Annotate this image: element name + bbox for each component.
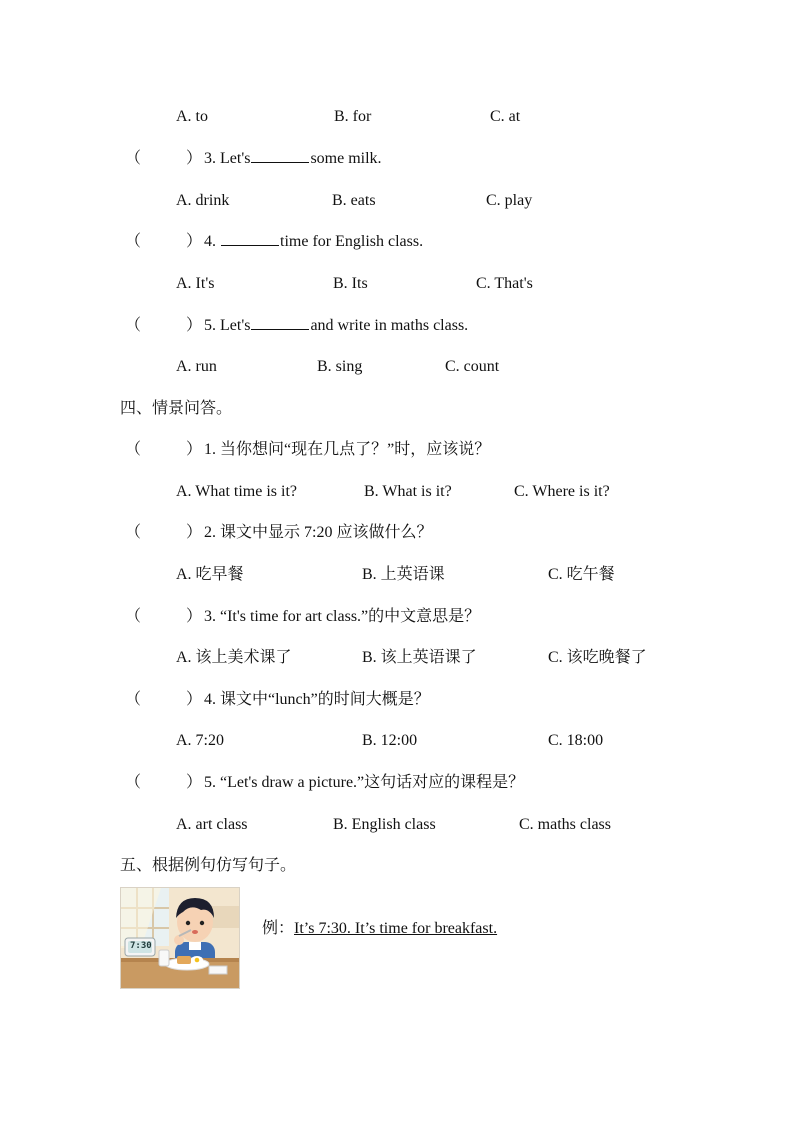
answer-paren-open: （ [125, 441, 142, 458]
answer-paren-open: （ [125, 524, 142, 541]
question-text [204, 438, 490, 462]
question-number: 4. [204, 233, 216, 250]
answer-blank[interactable] [221, 230, 279, 246]
q4-option-b[interactable]: B. Its [333, 275, 368, 292]
stem-after-blank: time for English class. [280, 233, 424, 250]
example-label: 例： [262, 920, 295, 937]
answer-paren-close: ） [186, 150, 203, 167]
q5-option-a[interactable]: A. run [176, 358, 217, 375]
q3-option-b[interactable]: B. eats [332, 192, 376, 209]
answer-paren-open: （ [125, 774, 142, 791]
p4-q3-option-a[interactable]: A. 该上美术课了 [176, 649, 292, 666]
q4-option-c[interactable]: C. That's [476, 275, 533, 292]
p4-q2-option-b[interactable]: B. 上英语课 [362, 566, 445, 583]
p4-q2-option-c[interactable]: C. 吃午餐 [548, 566, 615, 583]
q2-option-c[interactable]: C. at [490, 108, 521, 125]
example-row [262, 917, 497, 941]
stem-before-blank: Let's [220, 317, 251, 334]
p4-q2-option-a[interactable]: A. 吃早餐 [176, 566, 244, 583]
question-number: 4. [204, 691, 216, 708]
boy-eating-breakfast-illustration [121, 888, 239, 988]
breakfast-picture [120, 887, 240, 989]
question-number: 3. [204, 150, 216, 167]
answer-blank[interactable] [251, 147, 309, 163]
section-5-title: 五、根据例句仿写句子。 [120, 857, 297, 874]
example-sentence: It’s 7:30. It’s time for breakfast. [294, 920, 498, 937]
p4-q5-option-a[interactable]: A. art class [176, 816, 248, 833]
question-text [204, 521, 432, 545]
answer-paren-close: ） [186, 691, 203, 708]
answer-paren-open: （ [125, 150, 142, 167]
question-number: 5. [204, 774, 216, 791]
p4-q1-option-c[interactable]: C. Where is it? [514, 483, 610, 500]
question-stem: 课文中显示 7:20 应该做什么？ [220, 524, 433, 541]
q2-option-b[interactable]: B. for [334, 108, 372, 125]
question-text [204, 605, 480, 629]
stem-before-blank: Let's [220, 150, 251, 167]
question-number: 1. [204, 441, 216, 458]
question-stem: “Let's draw a picture.”这句话对应的课程是？ [220, 774, 525, 791]
question-text [204, 771, 524, 795]
clock-readout: 7:30 [130, 941, 152, 951]
answer-paren-close: ） [186, 317, 203, 334]
q4-option-a[interactable]: A. It's [176, 275, 215, 292]
answer-paren-close: ） [186, 441, 203, 458]
p4-q3-option-b[interactable]: B. 该上英语课了 [362, 649, 477, 666]
q5-option-b[interactable]: B. sing [317, 358, 363, 375]
p4-q5-option-c[interactable]: C. maths class [519, 816, 611, 833]
p4-q1-option-b[interactable]: B. What is it? [364, 483, 452, 500]
question-text [204, 230, 423, 254]
p4-q4-option-b[interactable]: B. 12:00 [362, 732, 418, 749]
answer-paren-open: （ [125, 691, 142, 708]
question-stem: “It's time for art class.”的中文意思是？ [220, 608, 481, 625]
section-4-title: 四、情景问答。 [120, 400, 233, 417]
p4-q3-option-c[interactable]: C. 该吃晚餐了 [548, 649, 647, 666]
p4-q5-option-b[interactable]: B. English class [333, 816, 436, 833]
question-number: 2. [204, 524, 216, 541]
question-text [204, 688, 430, 712]
q5-option-c[interactable]: C. count [445, 358, 500, 375]
p4-q1-option-a[interactable]: A. What time is it? [176, 483, 298, 500]
q3-option-a[interactable]: A. drink [176, 192, 230, 209]
question-text [204, 147, 382, 171]
p4-q4-option-a[interactable]: A. 7:20 [176, 732, 224, 749]
stem-after-blank: and write in maths class. [310, 317, 469, 334]
answer-paren-close: ） [186, 233, 203, 250]
stem-after-blank: some milk. [310, 150, 382, 167]
question-number: 5. [204, 317, 216, 334]
question-text [204, 314, 468, 338]
question-stem: 当你想问“现在几点了？”时，应该说？ [220, 441, 491, 458]
question-number: 3. [204, 608, 216, 625]
answer-paren-open: （ [125, 317, 142, 334]
answer-paren-close: ） [186, 608, 203, 625]
p4-q4-option-c[interactable]: C. 18:00 [548, 732, 604, 749]
question-stem: 课文中“lunch”的时间大概是？ [220, 691, 430, 708]
answer-paren-close: ） [186, 524, 203, 541]
answer-paren-open: （ [125, 608, 142, 625]
q3-option-c[interactable]: C. play [486, 192, 533, 209]
q2-option-a[interactable]: A. to [176, 108, 208, 125]
answer-paren-close: ） [186, 774, 203, 791]
answer-paren-open: （ [125, 233, 142, 250]
answer-blank[interactable] [251, 314, 309, 330]
